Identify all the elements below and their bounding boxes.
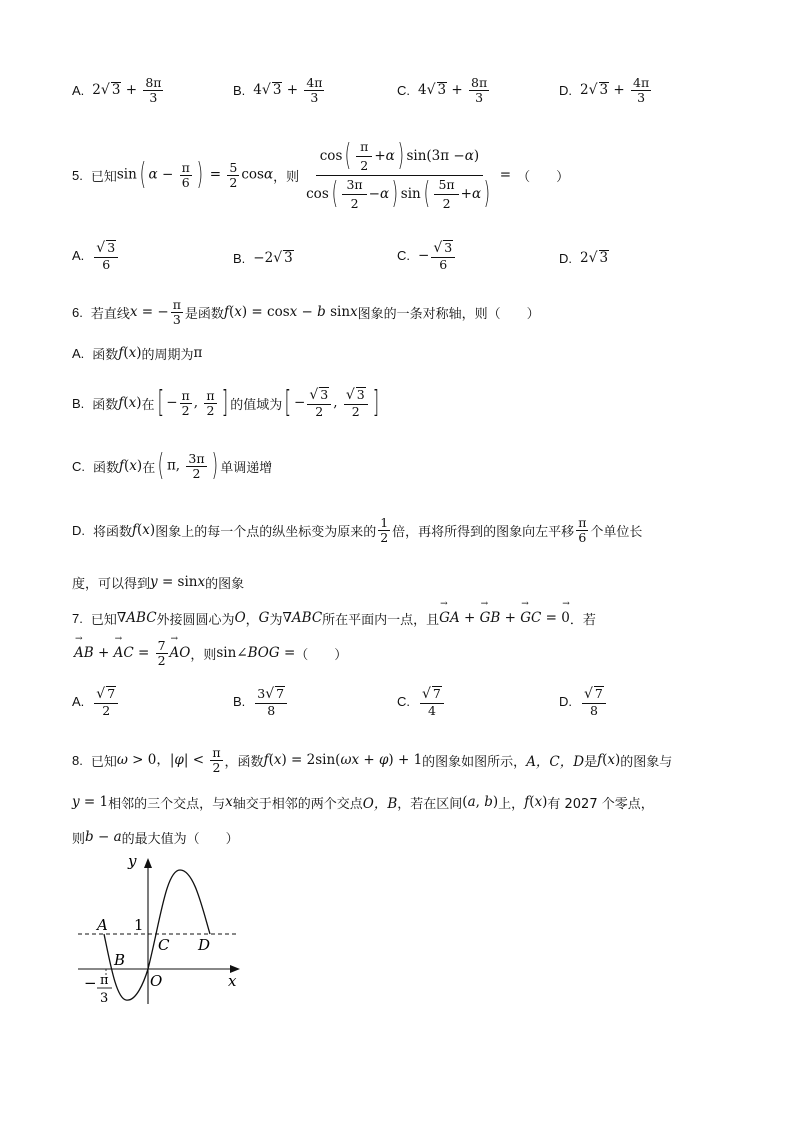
q5-option-b: B. −2√ 3 — [233, 250, 293, 266]
q4-option-d-expr: 2√ 3 + $\frac{4\pi}{3}$ — [580, 75, 650, 105]
q6-option-c: C. 函数 f(x) 在 ( π, $\frac{3\pi}{2}$ ) 单调递增 — [72, 448, 273, 483]
q7-option-d: D. $\frac{√ 7}{8}$ — [559, 686, 608, 718]
q6-option-d-line1: D. 将函数 f(x) 图象上的每一个点的纵坐标变为原来的 $\frac{1}{2}$ 倍，再将所得到的图象向左平移 $\frac{\pi}{6}$ 个单位长 — [72, 514, 643, 545]
q7-option-c: C. $\frac{√ 7}{4}$ — [397, 686, 446, 718]
point-b-label: B — [114, 951, 126, 969]
q5-stem: 5. 已知 sin( α − $\frac{\pi}{6}$ ) = $\frac{5}{2}$ cosα ，则 cos ( $\frac{\pi}{2}$ + α ) sin(3π − α ) cos ( $\frac{3\pi}{2}$ − α ) sin ( $\frac{5\pi}{2}$ + α ) = （ ） — [72, 138, 570, 211]
q7-option-b: B. $\frac{3√ 7}{8}$ — [233, 686, 289, 718]
q6-option-a: A. 函数 f(x) 的周期为 π — [72, 345, 203, 363]
y-axis-arrow-icon — [144, 858, 152, 868]
q4-option-b: B. 4√ 3 + $\frac{4\pi}{3}$ — [233, 76, 326, 105]
q4-option-c-expr: 4√ 3 + $\frac{8\pi}{3}$ — [418, 75, 488, 105]
q4-option-d: D. 2√ 3 + $\frac{4\pi}{3}$ — [559, 76, 653, 105]
origin-label: O — [150, 972, 163, 990]
q7-stem-line1: 7. 已知 ∇ABC 外接圆圆心为 O ， G 为 ∇ABC 所在平面内一点，且 → GA + → GB + → GC = → 0 ．若 — [72, 606, 596, 630]
x-axis-label: x — [228, 972, 237, 990]
line-label-1: 1 — [134, 916, 144, 934]
q5-option-d: D. 2√ 3 — [559, 250, 609, 266]
q4-option-b-expr: 4√ 3 + $\frac{4\pi}{3}$ — [253, 75, 323, 105]
tick-num: π — [100, 973, 109, 988]
q4-option-c: C. 4√ 3 + $\frac{8\pi}{3}$ — [397, 76, 491, 105]
q6-option-b: B. 函数 f(x) 在 [ − $\frac{\pi}{2}$ , $\frac{\pi}{2}$ ] 的值域为 [ − $\frac{√ 3}{2}$ , $\frac{√ 3}{2}$ ] — [72, 384, 379, 420]
q5-option-a: A. $\frac{√ 3}{6}$ — [72, 240, 120, 272]
point-a-label: A — [97, 916, 108, 934]
q7-stem-line2: → AB + → AC = $\frac{7}{2}$ → AO ，则 sin∠BOG = （ ） — [74, 634, 347, 672]
q8-stem-line3: 则 b − a 的最大值为（ ） — [72, 829, 239, 847]
y-axis-label: y — [128, 852, 137, 870]
q8-function-graph — [70, 852, 250, 1012]
q8-stem-line1: 8. 已知 ω > 0，|φ| < $\frac{\pi}{2}$ ，函数 f(x) = 2sin(ωx + φ) + 1 的图象如图所示， A，C，D 是 f(x) 的图象与 — [72, 744, 673, 775]
q7-option-a: A. $\frac{√ 7}{2}$ — [72, 686, 120, 718]
q4-option-a: A. 2√ 3 + $\frac{8\pi}{3}$ — [72, 76, 165, 105]
point-c-label: C — [158, 936, 170, 954]
q6-stem: 6. 若直线 x = − $\frac{\pi}{3}$ 是函数 f(x) = cosx − b sinx 图象的一条对称轴，则（ ） — [72, 296, 540, 327]
q5-given-equation: sin( α − $\frac{\pi}{6}$ ) = $\frac{5}{2}$ cosα — [116, 157, 274, 192]
q5-expression: cos ( $\frac{\pi}{2}$ + α ) sin(3π − α ) cos ( $\frac{3\pi}{2}$ − α ) sin ( $\frac{5\pi}{2}$ + α ) — [306, 138, 491, 211]
tick-sign: − — [84, 974, 97, 992]
point-d-label: D — [198, 936, 211, 954]
q8-stem-line2: y = 1 相邻的三个交点，与 x 轴交于相邻的两个交点 O，B ，若在区间 (a, b) 上， f(x) 有 2027 个零点， — [72, 794, 654, 812]
q6-option-d-line2: 度，可以得到 y = sinx 的图象 — [72, 574, 245, 592]
tick-den: 3 — [100, 991, 109, 1006]
q4-option-a-expr: 2√ 3 + $\frac{8\pi}{3}$ — [92, 75, 162, 105]
q5-option-c: C. − $\frac{√ 3}{6}$ — [397, 240, 457, 272]
